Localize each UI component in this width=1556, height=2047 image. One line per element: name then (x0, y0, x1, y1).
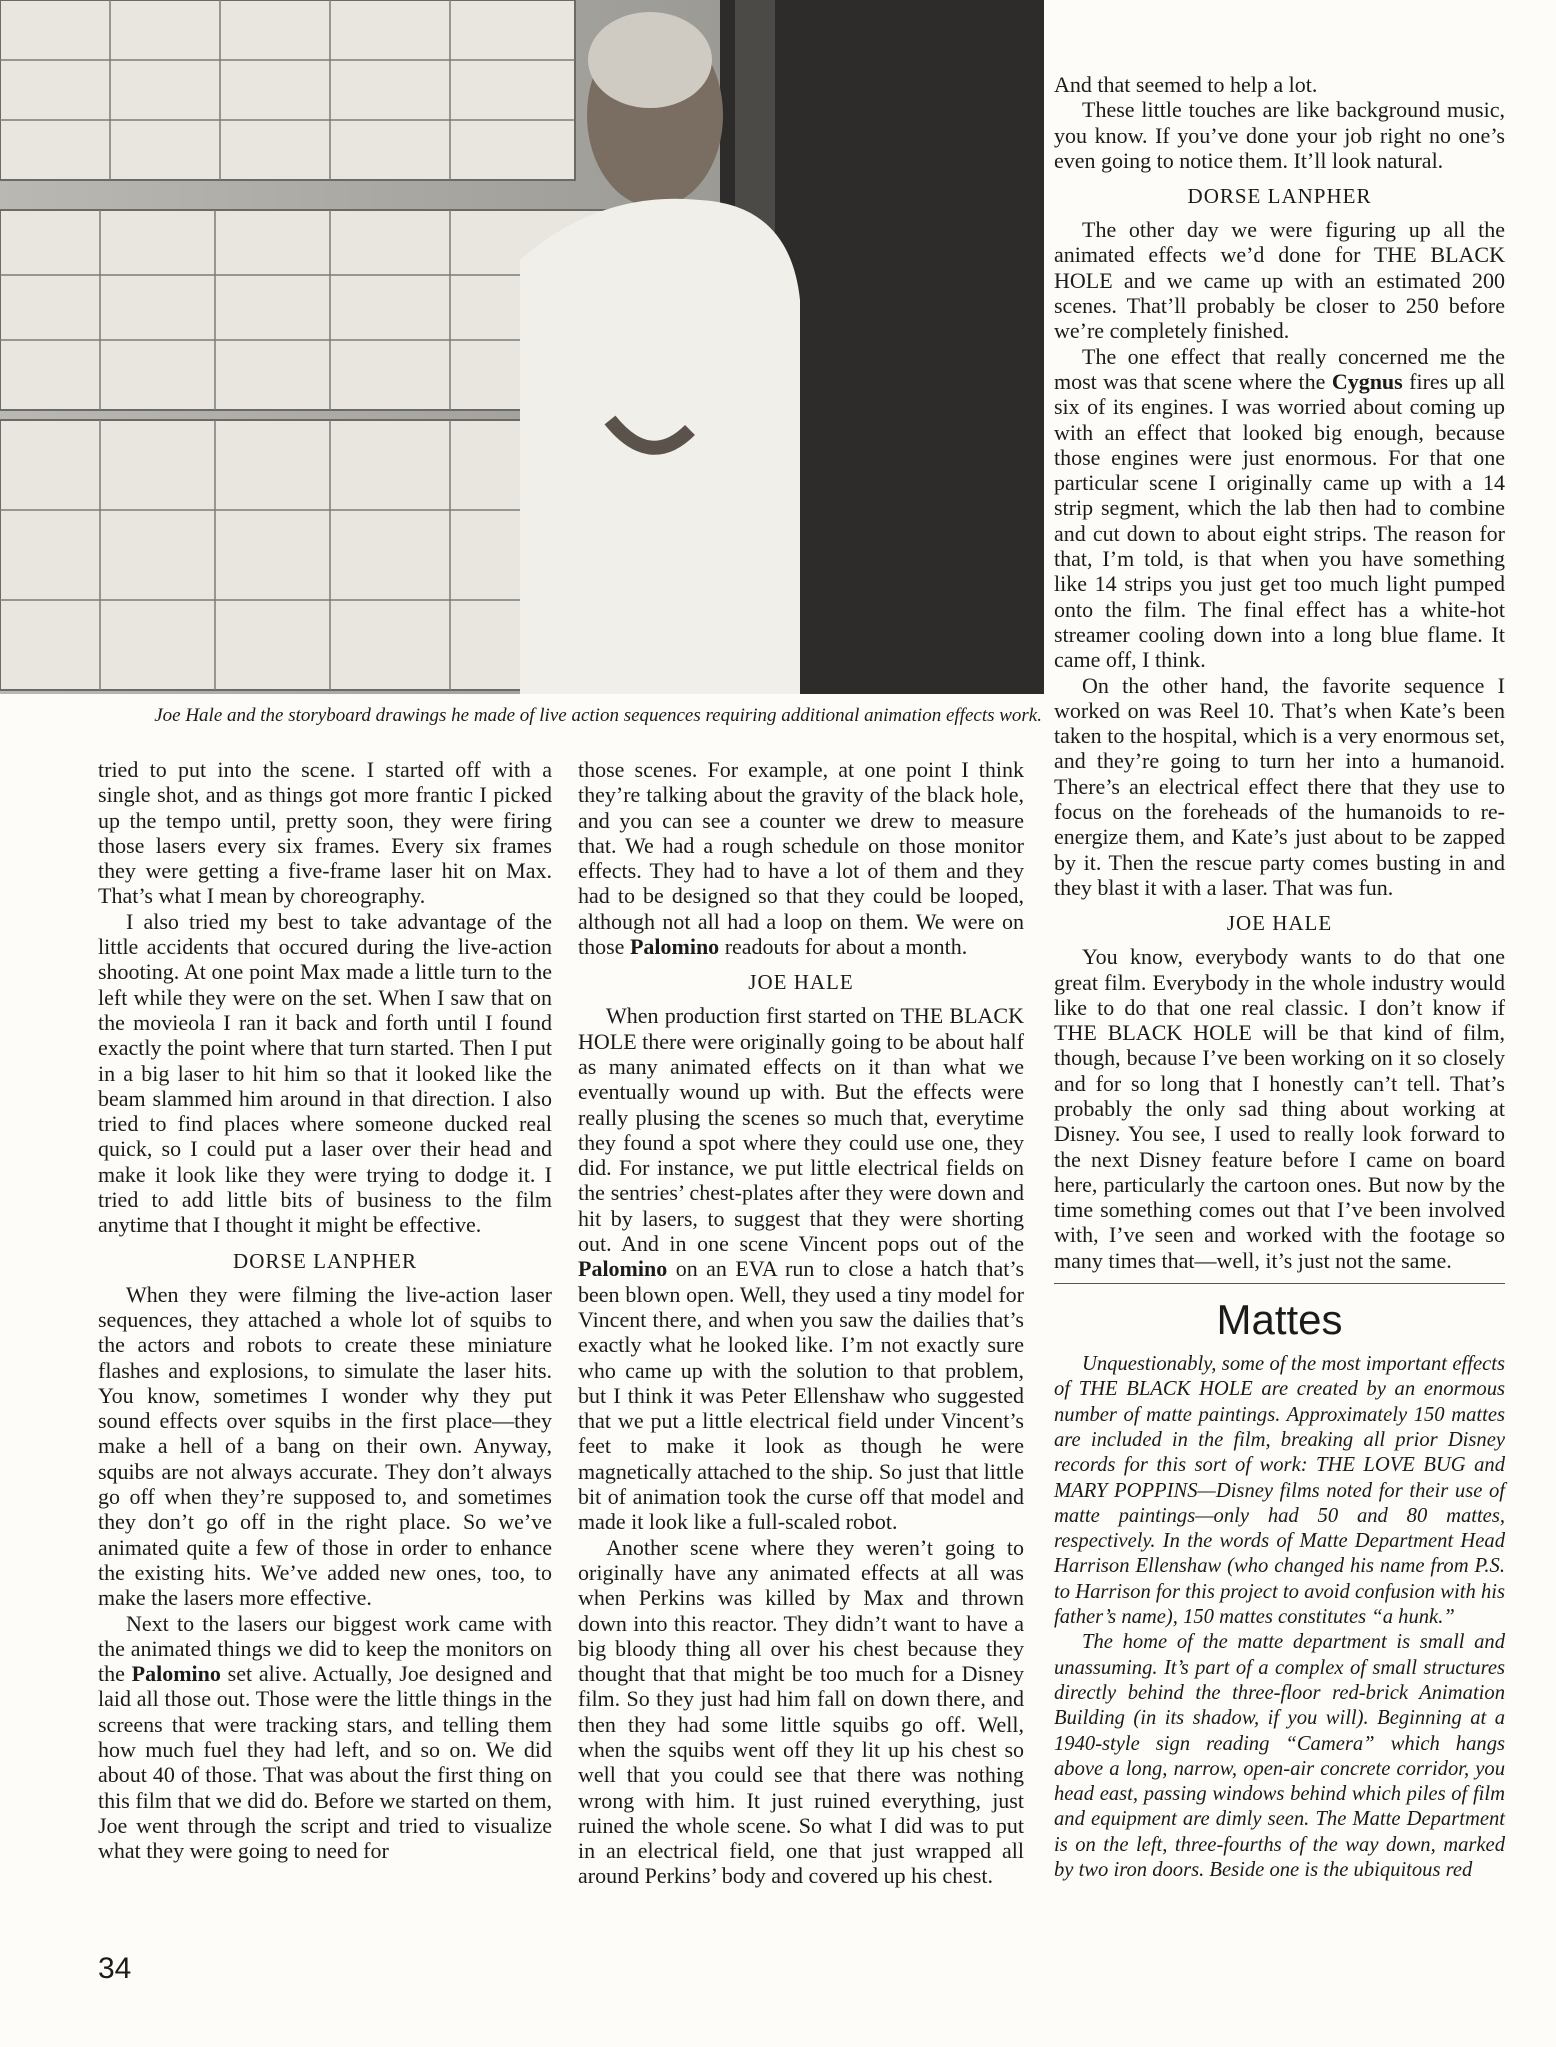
paragraph (578, 1003, 1024, 1534)
text-span: readouts for about a month. (719, 934, 968, 960)
paragraph: On the other hand, the favorite sequence I worked on was Reel 10. That’s when Kate’s been taken to the hospital, which is a very enormous set, and they’re going to turn her into a humanoid. There’s an electrical effect there that they use to focus on the foreheads of the humanoids to re-energize them, and Kate’s just about to be zapped by it. Then the rescue party comes busting in and they blast it with a laser. That was fun. (1054, 672, 1505, 900)
paragraph: When they were filming the live-action laser sequences, they attached a whole lot of squibs to the actors and robots to create these miniature flashes and explosions, to simulate the laser hits. You know, sometimes I wonder why they put sound effects over squibs in the first place—they make a hell of a bang on their own. Anyway, squibs are not always accurate. They don’t always go off when they’re supposed to, and sometimes they don’t go off in the right place. So we’ve animated quite a few of those in order to enhance the existing hits. We’ve added new ones, too, to make the lasers more effective. (98, 1281, 552, 1611)
page-number: 34 (98, 1952, 132, 1985)
photo-caption: Joe Hale and the storyboard drawings he made of live action sequences requiring additional animation effects work. (154, 705, 1042, 726)
paragraph (1054, 344, 1505, 673)
text-span: The one effect that really concerned me the most was that scene where the (1054, 343, 1505, 394)
storyboard-photo (0, 0, 1044, 694)
paragraph: The home of the matte department is small and unassuming. It’s part of a complex of small structures directly behind the three-floor red-brick Animation Building (in its shadow, if you will). Beginning at a 1940-style sign reading “Camera” which hangs above a long, narrow, open-air concrete corridor, you head east, passing windows behind which piles of film and equipment are dimly seen. The Matte Department is on the left, three-fourths of the way down, marked by two iron doors. Beside one is the ubiquitous red (1054, 1631, 1505, 1881)
paragraph: Another scene where they weren’t going to originally have any animated effects at all was when Perkins was killed by Max and thrown down into this reactor. They didn’t want to have a big bloody thing all over his chest because they thought that that might be too much for a Disney film. So they just had him fall on down there, and then they had some little squibs go off. Well, when the squibs went off they lit up his chest so well that you could see that there was nothing wrong with him. It just ruined everything, just ruined the whole scene. So what I did was to put in an electrical field, one that just wrapped all around Perkins’ body and covered up his chest. (578, 1534, 1024, 1889)
text-span: fires up all six of its engines. I was worried about coming up with an effect that looked big enough, because those engines were just enormous. For that one particular scene I originally came up with a 14 strip segment, which the lab then had to combine and cut down to about eight strips. The reason for that, I’m told, is that when you have something like 14 strips you just get too much light pumped onto the film. The final effect has a white-hot streamer cooling down into a long blue flame. It came off, I think. (1054, 368, 1505, 673)
bold-name: Palomino (131, 1661, 221, 1687)
paragraph: You know, everybody wants to do that one great film. Everybody in the whole industry would like to do that one real classic. I don’t know if THE BLACK HOLE will be that kind of film, though, because I’ve been working on it so closely and for so long that I honestly can’t tell. That’s probably the only sad thing about working at Disney. You see, I used to really look forward to the next Disney feature before I came on board here, particularly the cartoon ones. But now by the time something comes out that I’ve been involved with, I’ve seen and worked with the footage so many times that—well, it’s just not the same. (1054, 944, 1505, 1273)
section-title: Mattes (1054, 1283, 1505, 1344)
paragraph: Unquestionably, some of the most important effects of THE BLACK HOLE are created by an enormous number of matte paintings. Approximately 150 mattes are included in the film, breaking all prior Disney records for this sort of work: THE LOVE BUG and MARY POPPINS—Disney films noted for their use of matte paintings—only had 50 and 80 mattes, respectively. In the words of Matte Department Head Harrison Ellenshaw (who changed his name from P.S. to Harrison for this project to avoid confusion with his father’s name), 150 mattes constitutes “a hunk.” (1054, 1353, 1505, 1629)
text-span: on an EVA run to close a hatch that’s been blown open. Well, they used a tiny model for Vincent there, and when you saw the dailies that’s exactly what he looked like. I’m not exactly sure who came up with the solution to that problem, but I think it was Peter Ellenshaw who suggested that we put a little electrical field under Vincent’s feet to make it look as though he were magnetically attached to the ship. So just that little bit of animation took the curse off that model and made it look like a full-scaled robot. (578, 1256, 1024, 1535)
text-span: those scenes. For example, at one point I think they’re talking about the gravity of the black hole, and you can see a counter we drew to measure that. We had a rough schedule on those monitor effects. They had to have a lot of them and they had to be designed so that they could be looped, although not all had a loop on them. We were on those (578, 757, 1024, 960)
paragraph (578, 757, 1024, 959)
text-span: When production first started on THE BLACK HOLE there were originally going to be about half as many animated effects on it than what we eventually wound up with. But the effects were really plusing the scenes so much that, everytime they found a spot where they could use one, they did. For instance, we put little electrical fields on the sentries’ chest-plates after they were down and hit by lasers, to suggest that they were shorting out. And in one scene Vincent pops out of the (578, 1003, 1024, 1257)
paragraph: I also tried my best to take advantage of the little accidents that occured during the live-action shooting. At one point Max made a little turn to the left while they were on the set. When I saw that on the movieola I ran it back and forth until I found exactly the point where that turn started. Then I put in a big laser to hit him so that it looked like the beam slammed him around in that direction. I also tried to find places where someone ducked real quick, so I could put a laser over their head and make it look like they were trying to dodge it. I tried to add little bits of business to the film anytime that I thought it might be effective. (98, 908, 552, 1238)
text-span: Next to the lasers our biggest work came with the animated things we did to keep the monitors on the (98, 1610, 552, 1687)
bold-name: Cygnus (1331, 368, 1403, 394)
column-1 (98, 757, 552, 1863)
bold-name: Palomino (629, 934, 720, 960)
speaker-heading: JOE HALE (1226, 911, 1333, 936)
paragraph: These little touches are like background music, you know. If you’ve done your job right no one’s even going to notice them. It’ll look natural. (1054, 97, 1505, 173)
text-span: set alive. Actually, Joe designed and laid all those out. Those were the little things in the screens that were tracking stars, and telling them how much fuel they had left, and so on. We did about 40 of those. That was about the first thing on this film that we did do. Before we started on them, Joe went through the script and tried to visualize what they were going to need for (98, 1661, 552, 1864)
column-2 (578, 757, 1024, 1889)
paragraph: tried to put into the scene. I started off with a single shot, and as things got more frantic I picked up the tempo until, pretty soon, they were firing those lasers every six frames. Every six frames they were getting a five-frame laser hit on Max. That’s what I mean by choreography. (98, 757, 552, 909)
paragraph (98, 1611, 552, 1864)
bold-name: Palomino (578, 1256, 668, 1282)
paragraph: And that seemed to help a lot. (1054, 72, 1318, 97)
speaker-heading: DORSE LANPHER (233, 1248, 417, 1273)
photo-illustration (0, 0, 1044, 694)
speaker-heading: JOE HALE (748, 970, 854, 995)
paragraph: The other day we were figuring up all the animated effects we’d done for THE BLACK HOLE and we came up with an estimated 200 scenes. That’ll probably be closer to 250 before we’re completely finished. (1054, 217, 1505, 344)
speaker-heading: DORSE LANPHER (1187, 184, 1372, 209)
column-3 (1054, 72, 1505, 1883)
